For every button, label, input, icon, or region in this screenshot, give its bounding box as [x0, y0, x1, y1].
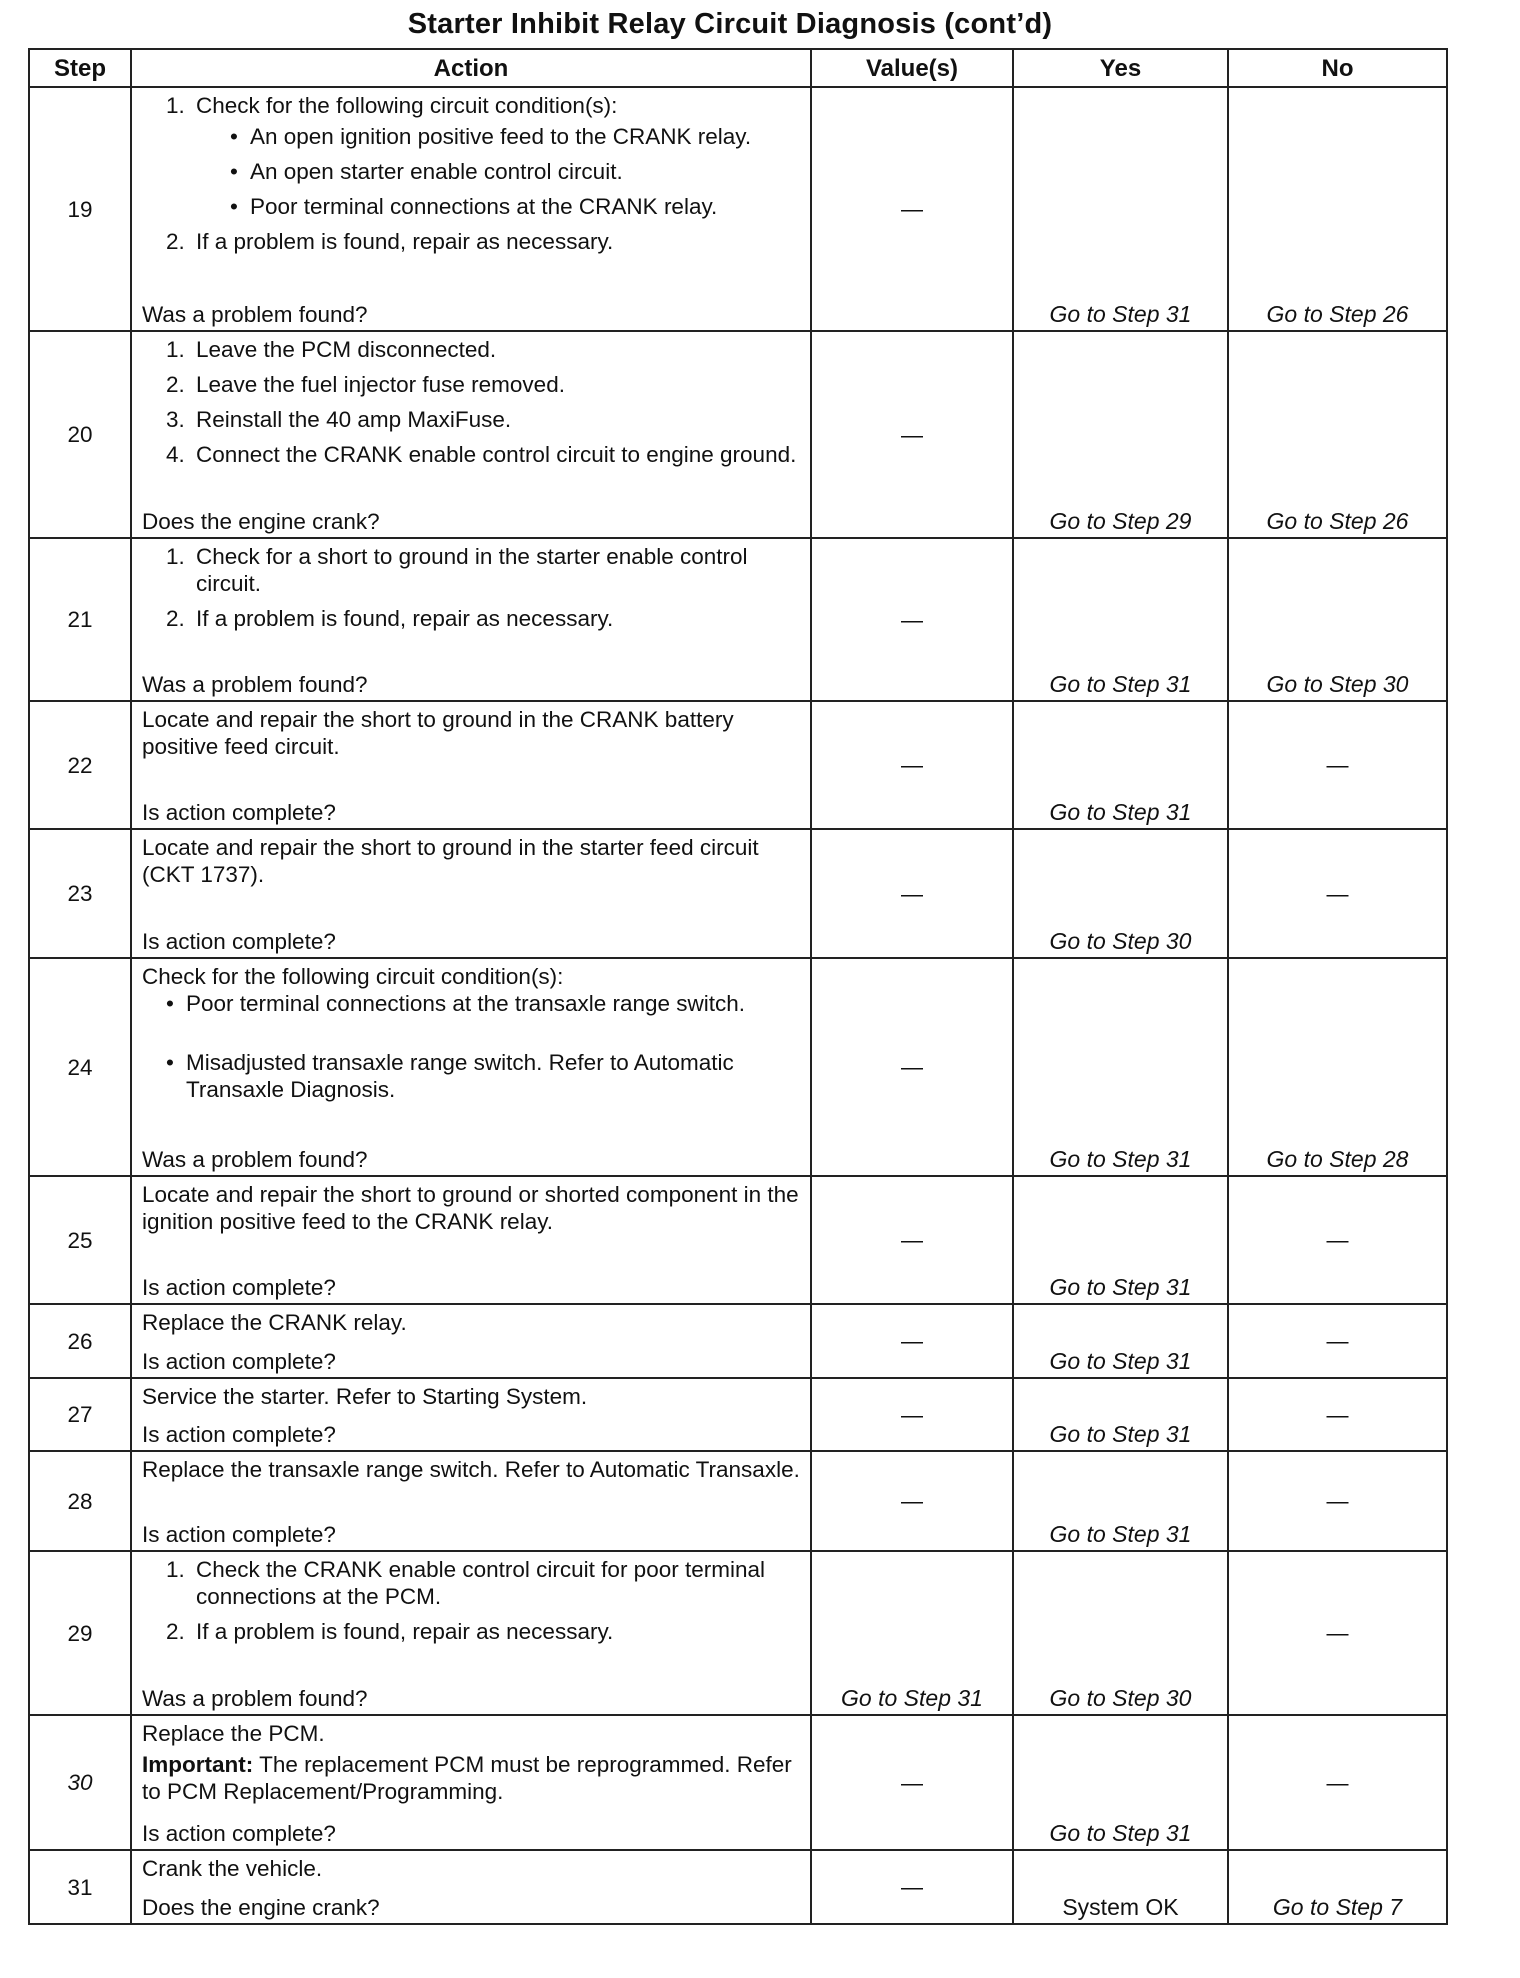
step-number: 27 — [29, 1378, 131, 1451]
yes-cell: Go to Step 31 — [1013, 87, 1228, 331]
question: Was a problem found? — [142, 1686, 368, 1711]
no-cell: — — [1228, 701, 1447, 829]
step-number: 26 — [29, 1304, 131, 1378]
action-cell: Locate and repair the short to ground in the starter feed circuit (CKT 1737). Is action complete? — [131, 829, 811, 958]
no-cell: Go to Step 26 — [1228, 331, 1447, 538]
yes-cell: Go to Step 29 — [1013, 331, 1228, 538]
no-cell: — — [1228, 829, 1447, 958]
table-row — [29, 538, 1447, 701]
step-number: 21 — [29, 538, 131, 701]
value-cell: Go to Step 31 — [811, 1551, 1013, 1715]
table-row — [29, 1715, 1447, 1850]
step-number: 23 — [29, 829, 131, 958]
no-cell: Go to Step 7 — [1228, 1850, 1447, 1924]
page-title: Starter Inhibit Relay Circuit Diagnosis (cont’d) — [407, 8, 1053, 40]
header-no: No — [1228, 49, 1447, 87]
yes-cell: Go to Step 30 — [1013, 1551, 1228, 1715]
value-cell: — — [811, 1304, 1013, 1378]
table-row — [29, 958, 1447, 1176]
step-number: 25 — [29, 1176, 131, 1304]
action-cell: Replace the transaxle range switch. Refer to Automatic Transaxle. Is action complete? — [131, 1451, 811, 1551]
no-cell: — — [1228, 1304, 1447, 1378]
no-cell: Go to Step 26 — [1228, 87, 1447, 331]
action-cell: Crank the vehicle. Does the engine crank? — [131, 1850, 811, 1924]
header-yes: Yes — [1013, 49, 1228, 87]
question: Is action complete? — [142, 800, 336, 825]
no-cell: Go to Step 28 — [1228, 958, 1447, 1176]
step-number: 31 — [29, 1850, 131, 1924]
value-cell: — — [811, 538, 1013, 701]
value-cell: — — [811, 1715, 1013, 1850]
yes-cell: Go to Step 31 — [1013, 538, 1228, 701]
yes-cell: Go to Step 31 — [1013, 1715, 1228, 1850]
header-values: Value(s) — [811, 49, 1013, 87]
table-row — [29, 331, 1447, 538]
step-number: 28 — [29, 1451, 131, 1551]
header-row — [29, 49, 1447, 87]
question: Is action complete? — [142, 929, 336, 954]
action-cell: Replace the CRANK relay. Is action complete? — [131, 1304, 811, 1378]
action-cell: 1. Check for a short to ground in the starter enable control circuit. 2. If a problem is found, repair as necessary. Was a problem found? — [131, 538, 811, 701]
yes-cell: System OK — [1013, 1850, 1228, 1924]
no-cell: — — [1228, 1551, 1447, 1715]
action-cell: Service the starter. Refer to Starting System. Is action complete? — [131, 1378, 811, 1451]
yes-cell: Go to Step 31 — [1013, 958, 1228, 1176]
question: Is action complete? — [142, 1522, 336, 1547]
value-cell: — — [811, 87, 1013, 331]
important-label: Important: — [142, 1752, 254, 1777]
table-row — [29, 1304, 1447, 1378]
diagnosis-table — [28, 48, 1448, 1925]
question: Does the engine crank? — [142, 1895, 380, 1920]
step-number: 30 — [29, 1715, 131, 1850]
question: Is action complete? — [142, 1422, 336, 1447]
no-cell: — — [1228, 1176, 1447, 1304]
table-row — [29, 829, 1447, 958]
action-cell: 1. Check for the following circuit condition(s): • An open ignition positive feed to the CRANK relay. • An open starter enable control circuit. • Poor terminal connections at the CRANK relay. 2. If a problem is found, repair as necessary. Was a problem found? — [131, 87, 811, 331]
question: Is action complete? — [142, 1349, 336, 1374]
question: Is action complete? — [142, 1821, 336, 1846]
header-action: Action — [131, 49, 811, 87]
value-cell: — — [811, 701, 1013, 829]
question: Was a problem found? — [142, 1147, 368, 1172]
value-cell: — — [811, 1378, 1013, 1451]
step-number: 29 — [29, 1551, 131, 1715]
question: Is action complete? — [142, 1275, 336, 1300]
question: Was a problem found? — [142, 302, 368, 327]
step-number: 20 — [29, 331, 131, 538]
value-cell: — — [811, 1176, 1013, 1304]
value-cell: — — [811, 1850, 1013, 1924]
yes-cell: Go to Step 31 — [1013, 1378, 1228, 1451]
no-cell: — — [1228, 1451, 1447, 1551]
action-cell: Check for the following circuit condition(s): • Poor terminal connections at the transaxle range switch. • Misadjusted transaxle range switch. Refer to Automatic Transaxle Diagnosis. Was a problem found? — [131, 958, 811, 1176]
value-cell: — — [811, 829, 1013, 958]
value-cell: — — [811, 331, 1013, 538]
action-cell: Replace the PCM. Important: The replacement PCM must be reprogrammed. Refer to PCM Replacement/Programming. Is action complete? — [131, 1715, 811, 1850]
table-row — [29, 1451, 1447, 1551]
action-cell: Locate and repair the short to ground in the CRANK battery positive feed circuit. Is action complete? — [131, 701, 811, 829]
header-step: Step — [29, 49, 131, 87]
yes-cell: Go to Step 30 — [1013, 829, 1228, 958]
yes-cell: Go to Step 31 — [1013, 1304, 1228, 1378]
yes-cell: Go to Step 31 — [1013, 1451, 1228, 1551]
yes-cell: Go to Step 31 — [1013, 701, 1228, 829]
table-row — [29, 1551, 1447, 1715]
value-cell: — — [811, 958, 1013, 1176]
table-row — [29, 701, 1447, 829]
action-cell: 1. Check the CRANK enable control circuit for poor terminal connections at the PCM. 2. If a problem is found, repair as necessary. Was a problem found? — [131, 1551, 811, 1715]
table-row — [29, 1378, 1447, 1451]
no-cell: — — [1228, 1715, 1447, 1850]
table-row — [29, 1850, 1447, 1924]
question: Was a problem found? — [142, 672, 368, 697]
action-cell: 1. Leave the PCM disconnected. 2. Leave the fuel injector fuse removed. 3. Reinstall the 40 amp MaxiFuse. 4. Connect the CRANK enable control circuit to engine ground. Does the engine crank? — [131, 331, 811, 538]
step-number: 24 — [29, 958, 131, 1176]
step-number: 22 — [29, 701, 131, 829]
action-cell: Locate and repair the short to ground or shorted component in the ignition positive feed to the CRANK relay. Is action complete? — [131, 1176, 811, 1304]
table-row — [29, 87, 1447, 331]
value-cell: — — [811, 1451, 1013, 1551]
question: Does the engine crank? — [142, 509, 380, 534]
step-number: 19 — [29, 87, 131, 331]
no-cell: Go to Step 30 — [1228, 538, 1447, 701]
no-cell: — — [1228, 1378, 1447, 1451]
yes-cell: Go to Step 31 — [1013, 1176, 1228, 1304]
table-row — [29, 1176, 1447, 1304]
